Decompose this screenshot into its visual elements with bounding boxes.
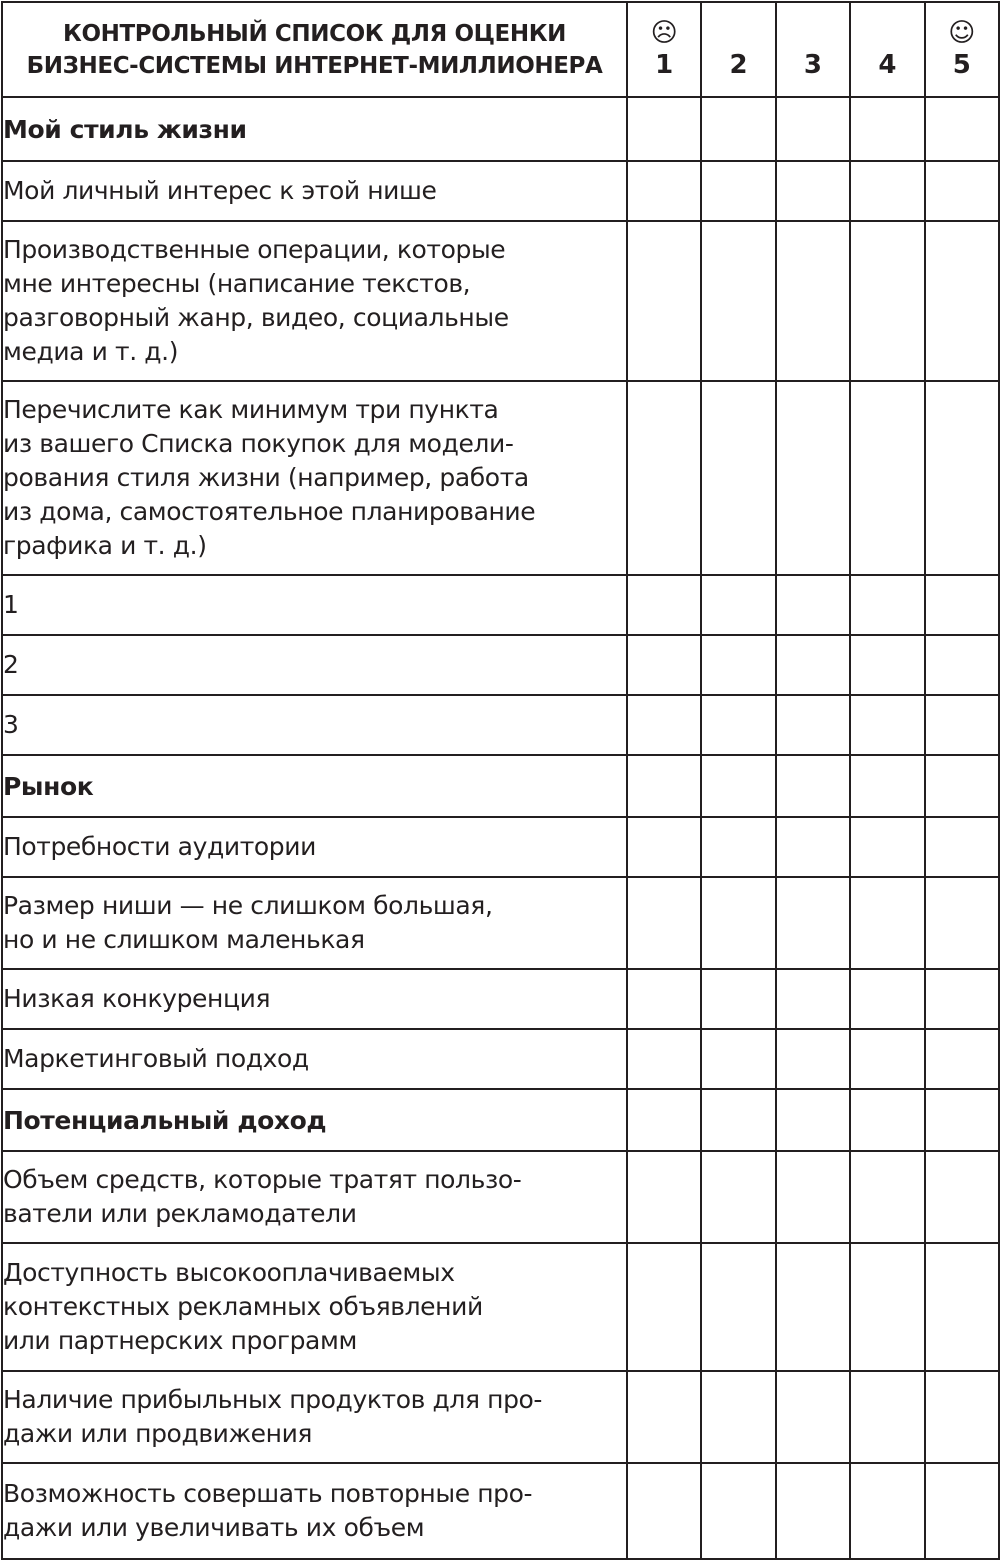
score-cell-5[interactable] [925, 97, 999, 161]
table-row [2, 695, 999, 755]
score-cell-5[interactable] [925, 877, 999, 969]
score-header-1 [627, 2, 701, 97]
criterion-label: 1 [2, 575, 627, 635]
score-cell-2[interactable] [701, 969, 775, 1029]
table-row [2, 877, 999, 969]
score-label: 1 [655, 49, 674, 80]
score-cell-2[interactable] [701, 1151, 775, 1243]
score-cell-1[interactable] [627, 221, 701, 381]
table-row [2, 381, 999, 575]
score-cell-1[interactable] [627, 755, 701, 817]
score-cell-1[interactable] [627, 1029, 701, 1089]
criterion-label: Возможность совершать повторные про- дажи или увеличивать их объем [2, 1463, 627, 1559]
score-cell-5[interactable] [925, 1371, 999, 1463]
table-row [2, 1029, 999, 1089]
checklist-table [1, 1, 1000, 1560]
score-cell-4[interactable] [850, 1029, 924, 1089]
score-cell-1[interactable] [627, 969, 701, 1029]
score-cell-1[interactable] [627, 1371, 701, 1463]
score-cell-4[interactable] [850, 575, 924, 635]
score-cell-3[interactable] [776, 381, 850, 575]
score-cell-2[interactable] [701, 161, 775, 221]
score-cell-3[interactable] [776, 161, 850, 221]
score-cell-5[interactable] [925, 817, 999, 877]
score-cell-2[interactable] [701, 575, 775, 635]
score-header-5 [925, 2, 999, 97]
score-cell-3[interactable] [776, 695, 850, 755]
score-cell-1[interactable] [627, 161, 701, 221]
score-cell-3[interactable] [776, 575, 850, 635]
score-cell-5[interactable] [925, 221, 999, 381]
criterion-label: Низкая конкуренция [2, 969, 627, 1029]
criterion-label: Объем средств, которые тратят пользо- ватели или рекламодатели [2, 1151, 627, 1243]
criterion-label: Мой личный интерес к этой нише [2, 161, 627, 221]
score-cell-3[interactable] [776, 969, 850, 1029]
smiley-face-icon: ☺ [948, 17, 976, 48]
score-cell-5[interactable] [925, 755, 999, 817]
criterion-label: Размер ниши — не слишком большая, но и не слишком маленькая [2, 877, 627, 969]
table-title-text: КОНТРОЛЬНЫЙ СПИСОК ДЛЯ ОЦЕНКИ БИЗНЕС-СИСТЕМЫ ИНТЕРНЕТ-МИЛЛИОНЕРА [26, 20, 603, 79]
criterion-label: Маркетинговый подход [2, 1029, 627, 1089]
table-row [2, 221, 999, 381]
score-cell-1[interactable] [627, 97, 701, 161]
criterion-label: Доступность высокооплачиваемых контекстных рекламных объявлений или партнерских программ [2, 1243, 627, 1371]
score-cell-5[interactable] [925, 1243, 999, 1371]
score-cell-2[interactable] [701, 1089, 775, 1151]
section-heading: Мой стиль жизни [2, 97, 627, 161]
score-cell-4[interactable] [850, 755, 924, 817]
score-cell-1[interactable] [627, 575, 701, 635]
score-cell-4[interactable] [850, 635, 924, 695]
score-cell-1[interactable] [627, 877, 701, 969]
table-row [2, 969, 999, 1029]
criterion-label: 3 [2, 695, 627, 755]
score-cell-2[interactable] [701, 817, 775, 877]
section-row [2, 97, 999, 161]
table-row [2, 161, 999, 221]
score-cell-3[interactable] [776, 1463, 850, 1559]
score-cell-5[interactable] [925, 695, 999, 755]
score-cell-4[interactable] [850, 695, 924, 755]
score-cell-4[interactable] [850, 969, 924, 1029]
score-cell-4[interactable] [850, 1243, 924, 1371]
score-cell-1[interactable] [627, 635, 701, 695]
score-cell-4[interactable] [850, 1089, 924, 1151]
criterion-label: Перечислите как минимум три пункта из вашего Списка покупок для модели- рования стиля жизни (например, работа из дома, самостоятельное планирование графика и т. д.) [2, 381, 627, 575]
score-label: 2 [729, 49, 748, 80]
score-label: 4 [878, 49, 897, 80]
score-header-3 [776, 2, 850, 97]
score-cell-2[interactable] [701, 1243, 775, 1371]
score-cell-2[interactable] [701, 695, 775, 755]
score-cell-5[interactable] [925, 575, 999, 635]
table-title [2, 2, 627, 97]
score-cell-4[interactable] [850, 381, 924, 575]
score-cell-1[interactable] [627, 817, 701, 877]
section-heading: Рынок [2, 755, 627, 817]
score-cell-2[interactable] [701, 1029, 775, 1089]
score-cell-4[interactable] [850, 817, 924, 877]
score-cell-3[interactable] [776, 1089, 850, 1151]
score-cell-5[interactable] [925, 969, 999, 1029]
criterion-label: 2 [2, 635, 627, 695]
score-cell-4[interactable] [850, 221, 924, 381]
score-cell-5[interactable] [925, 161, 999, 221]
criterion-label: Потребности аудитории [2, 817, 627, 877]
section-row [2, 755, 999, 817]
table-row [2, 1151, 999, 1243]
score-cell-5[interactable] [925, 1089, 999, 1151]
table-row [2, 635, 999, 695]
score-cell-4[interactable] [850, 1151, 924, 1243]
criterion-label: Наличие прибыльных продуктов для про- дажи или продвижения [2, 1371, 627, 1463]
score-cell-3[interactable] [776, 1151, 850, 1243]
score-cell-4[interactable] [850, 161, 924, 221]
score-cell-3[interactable] [776, 1029, 850, 1089]
score-cell-2[interactable] [701, 755, 775, 817]
score-cell-4[interactable] [850, 877, 924, 969]
score-cell-3[interactable] [776, 877, 850, 969]
score-cell-3[interactable] [776, 1371, 850, 1463]
score-cell-4[interactable] [850, 97, 924, 161]
score-cell-2[interactable] [701, 877, 775, 969]
score-cell-2[interactable] [701, 635, 775, 695]
score-cell-2[interactable] [701, 97, 775, 161]
score-label: 3 [803, 49, 823, 80]
score-cell-3[interactable] [776, 1243, 850, 1371]
score-label: 5 [952, 49, 971, 80]
score-cell-5[interactable] [925, 1463, 999, 1559]
score-cell-2[interactable] [701, 1463, 775, 1559]
score-cell-2[interactable] [701, 1371, 775, 1463]
score-header-2 [701, 2, 775, 97]
score-cell-1[interactable] [627, 1463, 701, 1559]
score-cell-5[interactable] [925, 1151, 999, 1243]
table-row [2, 817, 999, 877]
score-cell-1[interactable] [627, 1089, 701, 1151]
score-cell-2[interactable] [701, 381, 775, 575]
score-cell-5[interactable] [925, 1029, 999, 1089]
score-cell-1[interactable] [627, 1243, 701, 1371]
table-row [2, 1243, 999, 1371]
score-cell-3[interactable] [776, 97, 850, 161]
score-cell-3[interactable] [776, 221, 850, 381]
score-cell-1[interactable] [627, 695, 701, 755]
criterion-label: Производственные операции, которые мне интересны (написание текстов, разговорный жанр, видео, социальные медиа и т. д.) [2, 221, 627, 381]
score-cell-1[interactable] [627, 1151, 701, 1243]
score-cell-2[interactable] [701, 221, 775, 381]
score-cell-4[interactable] [850, 1463, 924, 1559]
score-cell-3[interactable] [776, 755, 850, 817]
score-cell-3[interactable] [776, 635, 850, 695]
section-heading: Потенциальный доход [2, 1089, 627, 1151]
score-cell-3[interactable] [776, 817, 850, 877]
table-row [2, 575, 999, 635]
score-cell-5[interactable] [925, 635, 999, 695]
header-row [2, 2, 999, 97]
checklist-body [2, 97, 999, 1559]
table-row [2, 1371, 999, 1463]
table-row [2, 1463, 999, 1559]
sad-face-icon: ☹ [650, 17, 678, 48]
score-cell-4[interactable] [850, 1371, 924, 1463]
score-cell-5[interactable] [925, 381, 999, 575]
score-header-4 [850, 2, 924, 97]
section-row [2, 1089, 999, 1151]
score-cell-1[interactable] [627, 381, 701, 575]
